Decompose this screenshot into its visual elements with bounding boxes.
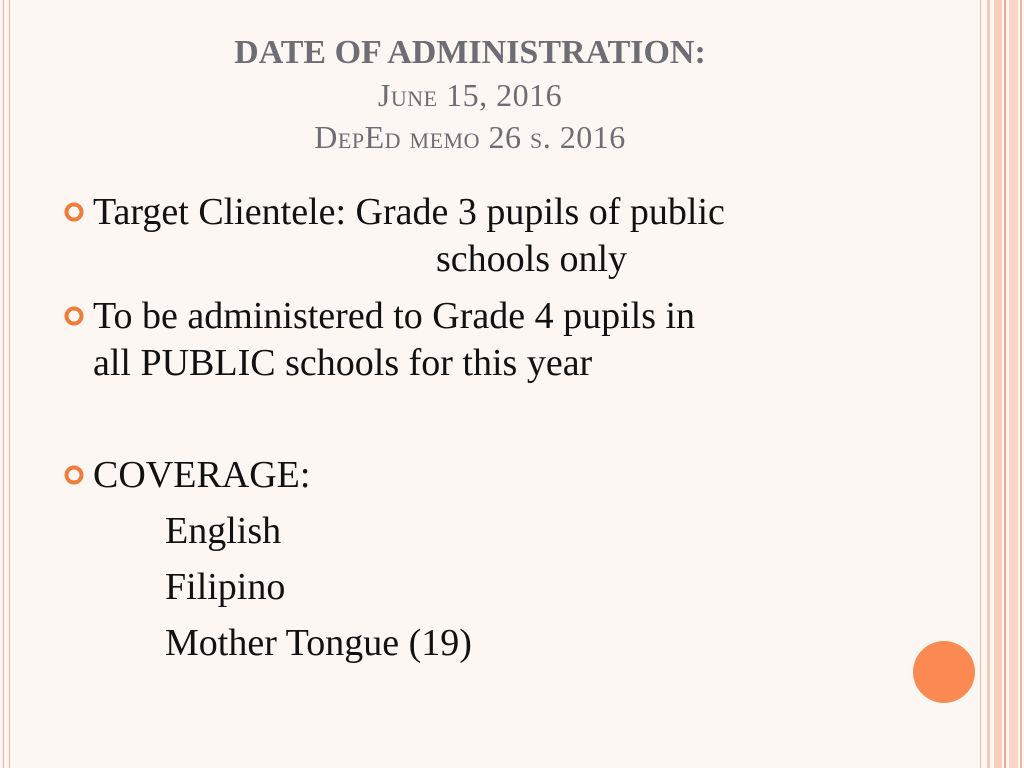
coverage-item-filipino: Filipino	[165, 566, 286, 608]
bullet-target-clientele-line2: schools only	[436, 238, 628, 280]
bullet-coverage-heading: COVERAGE:	[93, 454, 311, 496]
bullet-ring-icon	[63, 201, 85, 223]
decorative-orange-circle	[913, 641, 975, 703]
bullet-administered-line2: all PUBLIC schools for this year	[93, 342, 593, 384]
bullet-administered-line1: To be administered to Grade 4 pupils in	[93, 295, 696, 337]
title-heading: DATE OF ADMINISTRATION:	[234, 34, 706, 71]
coverage-item-mother-tongue: Mother Tongue (19)	[165, 622, 472, 664]
title-memo: DepEd memo 26 s. 2016	[314, 119, 626, 155]
bullet-target-clientele-line1: Target Clientele: Grade 3 pupils of public	[93, 191, 725, 233]
title-date: June 15, 2016	[377, 77, 563, 113]
coverage-item-english: English	[165, 510, 282, 552]
bullet-ring-icon	[63, 305, 85, 327]
bullet-ring-icon	[63, 464, 85, 486]
